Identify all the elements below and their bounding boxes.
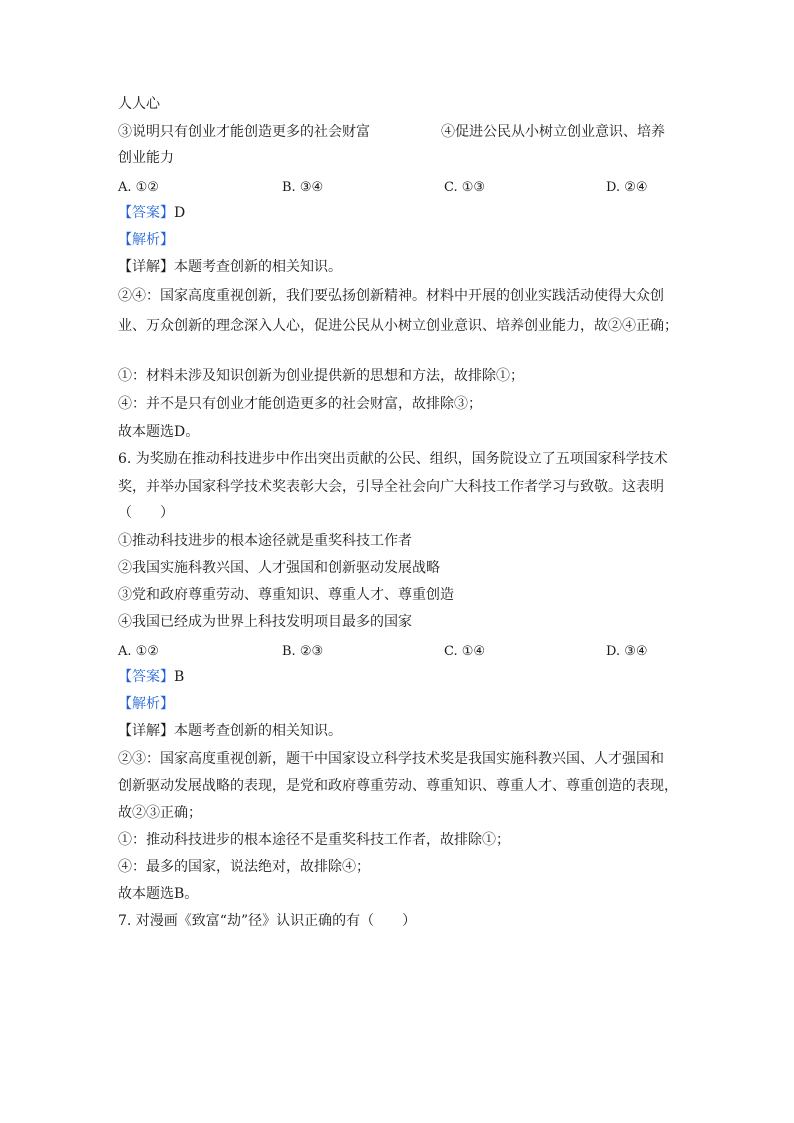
analysis-tag: 【解析】 [118, 232, 174, 248]
detail-tag: 【详解】 [118, 723, 174, 739]
q5-statement-4a: ④促进公民从小树立创业意识、培养 [441, 124, 665, 140]
q6-option-a: A. ①② [118, 644, 159, 659]
q6-explanation-1b: 创新驱动发展战略的表现，是党和政府尊重劳动、尊重知识、尊重人才、尊重创造的表现， [118, 778, 678, 794]
q5-detail [118, 257, 342, 277]
q5-explanation-2: ①：材料未涉及知识创新为创业提供新的思想和方法，故排除①； [118, 368, 524, 384]
q6-explanation-1a: ②③：国家高度重视创新，题干中国家设立科学技术奖是我国实施科教兴国、人才强国和 [118, 751, 664, 767]
q5-explanation-1b: 业、万众创新的理念深入人心，促进公民从小树立创业意识、培养创业能力，故②④正确； [118, 318, 678, 334]
q6-stem-a: 6. 为奖励在推动科技进步中作出突出贡献的公民、组织，国务院设立了五项国家科学技术 [118, 451, 668, 467]
analysis-tag: 【解析】 [118, 696, 174, 712]
answer-value: D [174, 205, 186, 221]
q5-option-a: A. ①② [118, 180, 159, 195]
detail-tag: 【详解】 [118, 259, 174, 275]
q6-answer [118, 667, 184, 687]
q6-final: 故本题选B。 [118, 886, 199, 902]
q6-option-d: D. ③④ [606, 644, 648, 659]
q5-option-b: B. ③④ [282, 180, 324, 195]
q6-statement-2: ②我国实施科教兴国、人才强国和创新驱动发展战略 [118, 560, 440, 576]
q6-statement-4: ④我国已经成为世界上科技发明项目最多的国家 [118, 614, 412, 630]
q5-answer [118, 203, 185, 223]
q5-option-c: C. ①③ [444, 180, 486, 195]
q5-statement-3: ③说明只有创业才能创造更多的社会财富 [118, 124, 370, 140]
q5-statement-tail: 人人心 [118, 96, 160, 112]
q6-statement-1: ①推动科技进步的根本途径就是重奖科技工作者 [118, 533, 412, 549]
q5-option-d: D. ②④ [606, 180, 648, 195]
q5-analysis [118, 230, 174, 250]
q5-explanation-1a: ②④：国家高度重视创新，我们要弘扬创新精神。材料中开展的创业实践活动使得大众创 [118, 288, 664, 304]
q6-explanation-3: ④：最多的国家，说法绝对，故排除④； [118, 859, 370, 875]
q5-statement-4b: 创业能力 [118, 150, 174, 166]
q6-detail [118, 721, 342, 741]
q5-explanation-3: ④：并不是只有创业才能创造更多的社会财富，故排除③； [118, 396, 482, 412]
q6-statement-3: ③党和政府尊重劳动、尊重知识、尊重人才、尊重创造 [118, 587, 454, 603]
q6-stem-b: 奖，并举办国家科学技术奖表彰大会，引导全社会向广大科技工作者学习与致敬。这表明 [118, 479, 664, 495]
detail-text: 本题考查创新的相关知识。 [174, 259, 342, 275]
detail-text: 本题考查创新的相关知识。 [174, 723, 342, 739]
q6-explanation-2: ①：推动科技进步的根本途径不是重奖科技工作者，故排除①； [118, 832, 510, 848]
q6-stem-c: （ ） [118, 505, 174, 521]
q6-analysis [118, 694, 174, 714]
q6-option-b: B. ②③ [282, 644, 324, 659]
q5-final: 故本题选D。 [118, 424, 200, 440]
answer-tag: 【答案】 [118, 205, 174, 221]
q6-explanation-1c: 故②③正确； [118, 805, 202, 821]
q6-option-c: C. ①④ [444, 644, 486, 659]
answer-value: B [174, 669, 185, 685]
answer-tag: 【答案】 [118, 669, 174, 685]
q7-stem: 7. 对漫画《致富“劫”径》认识正确的有（ ） [118, 913, 417, 929]
